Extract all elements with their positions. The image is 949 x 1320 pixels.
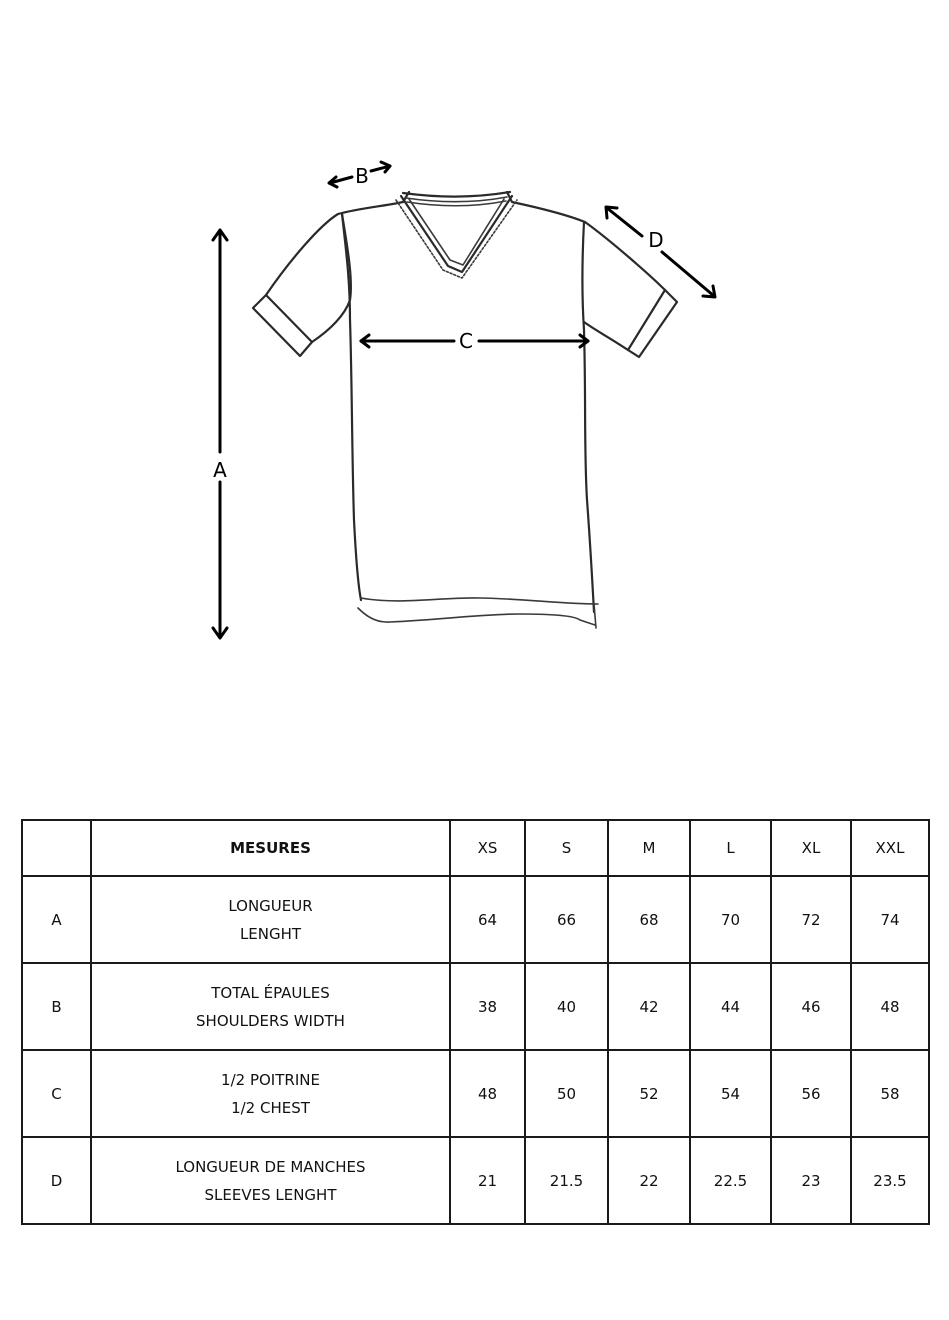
label-fr: LONGUEUR xyxy=(228,896,313,915)
header-size-xl: XL xyxy=(771,820,851,876)
header-size-m: M xyxy=(608,820,690,876)
row-key: B xyxy=(22,963,91,1050)
label-en: SHOULDERS WIDTH xyxy=(196,1011,345,1030)
value-xl: 46 xyxy=(771,963,851,1050)
value-xxl: 23.5 xyxy=(851,1137,929,1224)
value-s: 50 xyxy=(525,1050,608,1137)
value-xs: 38 xyxy=(450,963,525,1050)
dimension-label-c: C xyxy=(459,329,473,353)
value-l: 70 xyxy=(690,876,771,963)
row-label xyxy=(91,1050,450,1137)
header-size-xs: XS xyxy=(450,820,525,876)
value-xs: 64 xyxy=(450,876,525,963)
label-fr: 1/2 POITRINE xyxy=(221,1070,320,1089)
label-en: LENGHT xyxy=(239,924,302,943)
label-fr: LONGUEUR DE MANCHES xyxy=(175,1157,366,1176)
dimension-label-d: D xyxy=(648,228,664,252)
value-l: 22.5 xyxy=(690,1137,771,1224)
value-xs: 48 xyxy=(450,1050,525,1137)
header-size-s: S xyxy=(525,820,608,876)
dimension-c xyxy=(361,329,588,353)
row-key: C xyxy=(22,1050,91,1137)
value-xxl: 58 xyxy=(851,1050,929,1137)
row-label xyxy=(91,876,450,963)
header-measures: MESURES xyxy=(91,820,450,876)
header-blank-cell xyxy=(22,820,91,876)
value-s: 66 xyxy=(525,876,608,963)
label-en: SLEEVES LENGHT xyxy=(204,1185,337,1204)
row-key: D xyxy=(22,1137,91,1224)
value-m: 22 xyxy=(608,1137,690,1224)
value-m: 52 xyxy=(608,1050,690,1137)
row-label xyxy=(91,1137,450,1224)
row-label xyxy=(91,963,450,1050)
value-xl: 23 xyxy=(771,1137,851,1224)
table-row-c xyxy=(22,1050,929,1137)
value-l: 44 xyxy=(690,963,771,1050)
value-xl: 72 xyxy=(771,876,851,963)
size-chart-table xyxy=(21,819,930,1225)
value-xs: 21 xyxy=(450,1137,525,1224)
value-xxl: 48 xyxy=(851,963,929,1050)
dimension-b xyxy=(329,162,390,188)
value-l: 54 xyxy=(690,1050,771,1137)
table-row-b xyxy=(22,963,929,1050)
table-row-d xyxy=(22,1137,929,1224)
dimension-a xyxy=(213,230,227,638)
header-size-l: L xyxy=(690,820,771,876)
table-row-a xyxy=(22,876,929,963)
value-m: 68 xyxy=(608,876,690,963)
label-fr: TOTAL ÉPAULES xyxy=(211,983,330,1002)
value-xl: 56 xyxy=(771,1050,851,1137)
label-en: 1/2 CHEST xyxy=(231,1098,310,1117)
header-size-xxl: XXL xyxy=(851,820,929,876)
tshirt-sketch xyxy=(253,192,677,628)
dimension-label-a: A xyxy=(213,458,227,482)
value-s: 40 xyxy=(525,963,608,1050)
dimension-label-b: B xyxy=(355,164,369,188)
table-header-row xyxy=(22,820,929,876)
value-s: 21.5 xyxy=(525,1137,608,1224)
value-xxl: 74 xyxy=(851,876,929,963)
row-key: A xyxy=(22,876,91,963)
value-m: 42 xyxy=(608,963,690,1050)
